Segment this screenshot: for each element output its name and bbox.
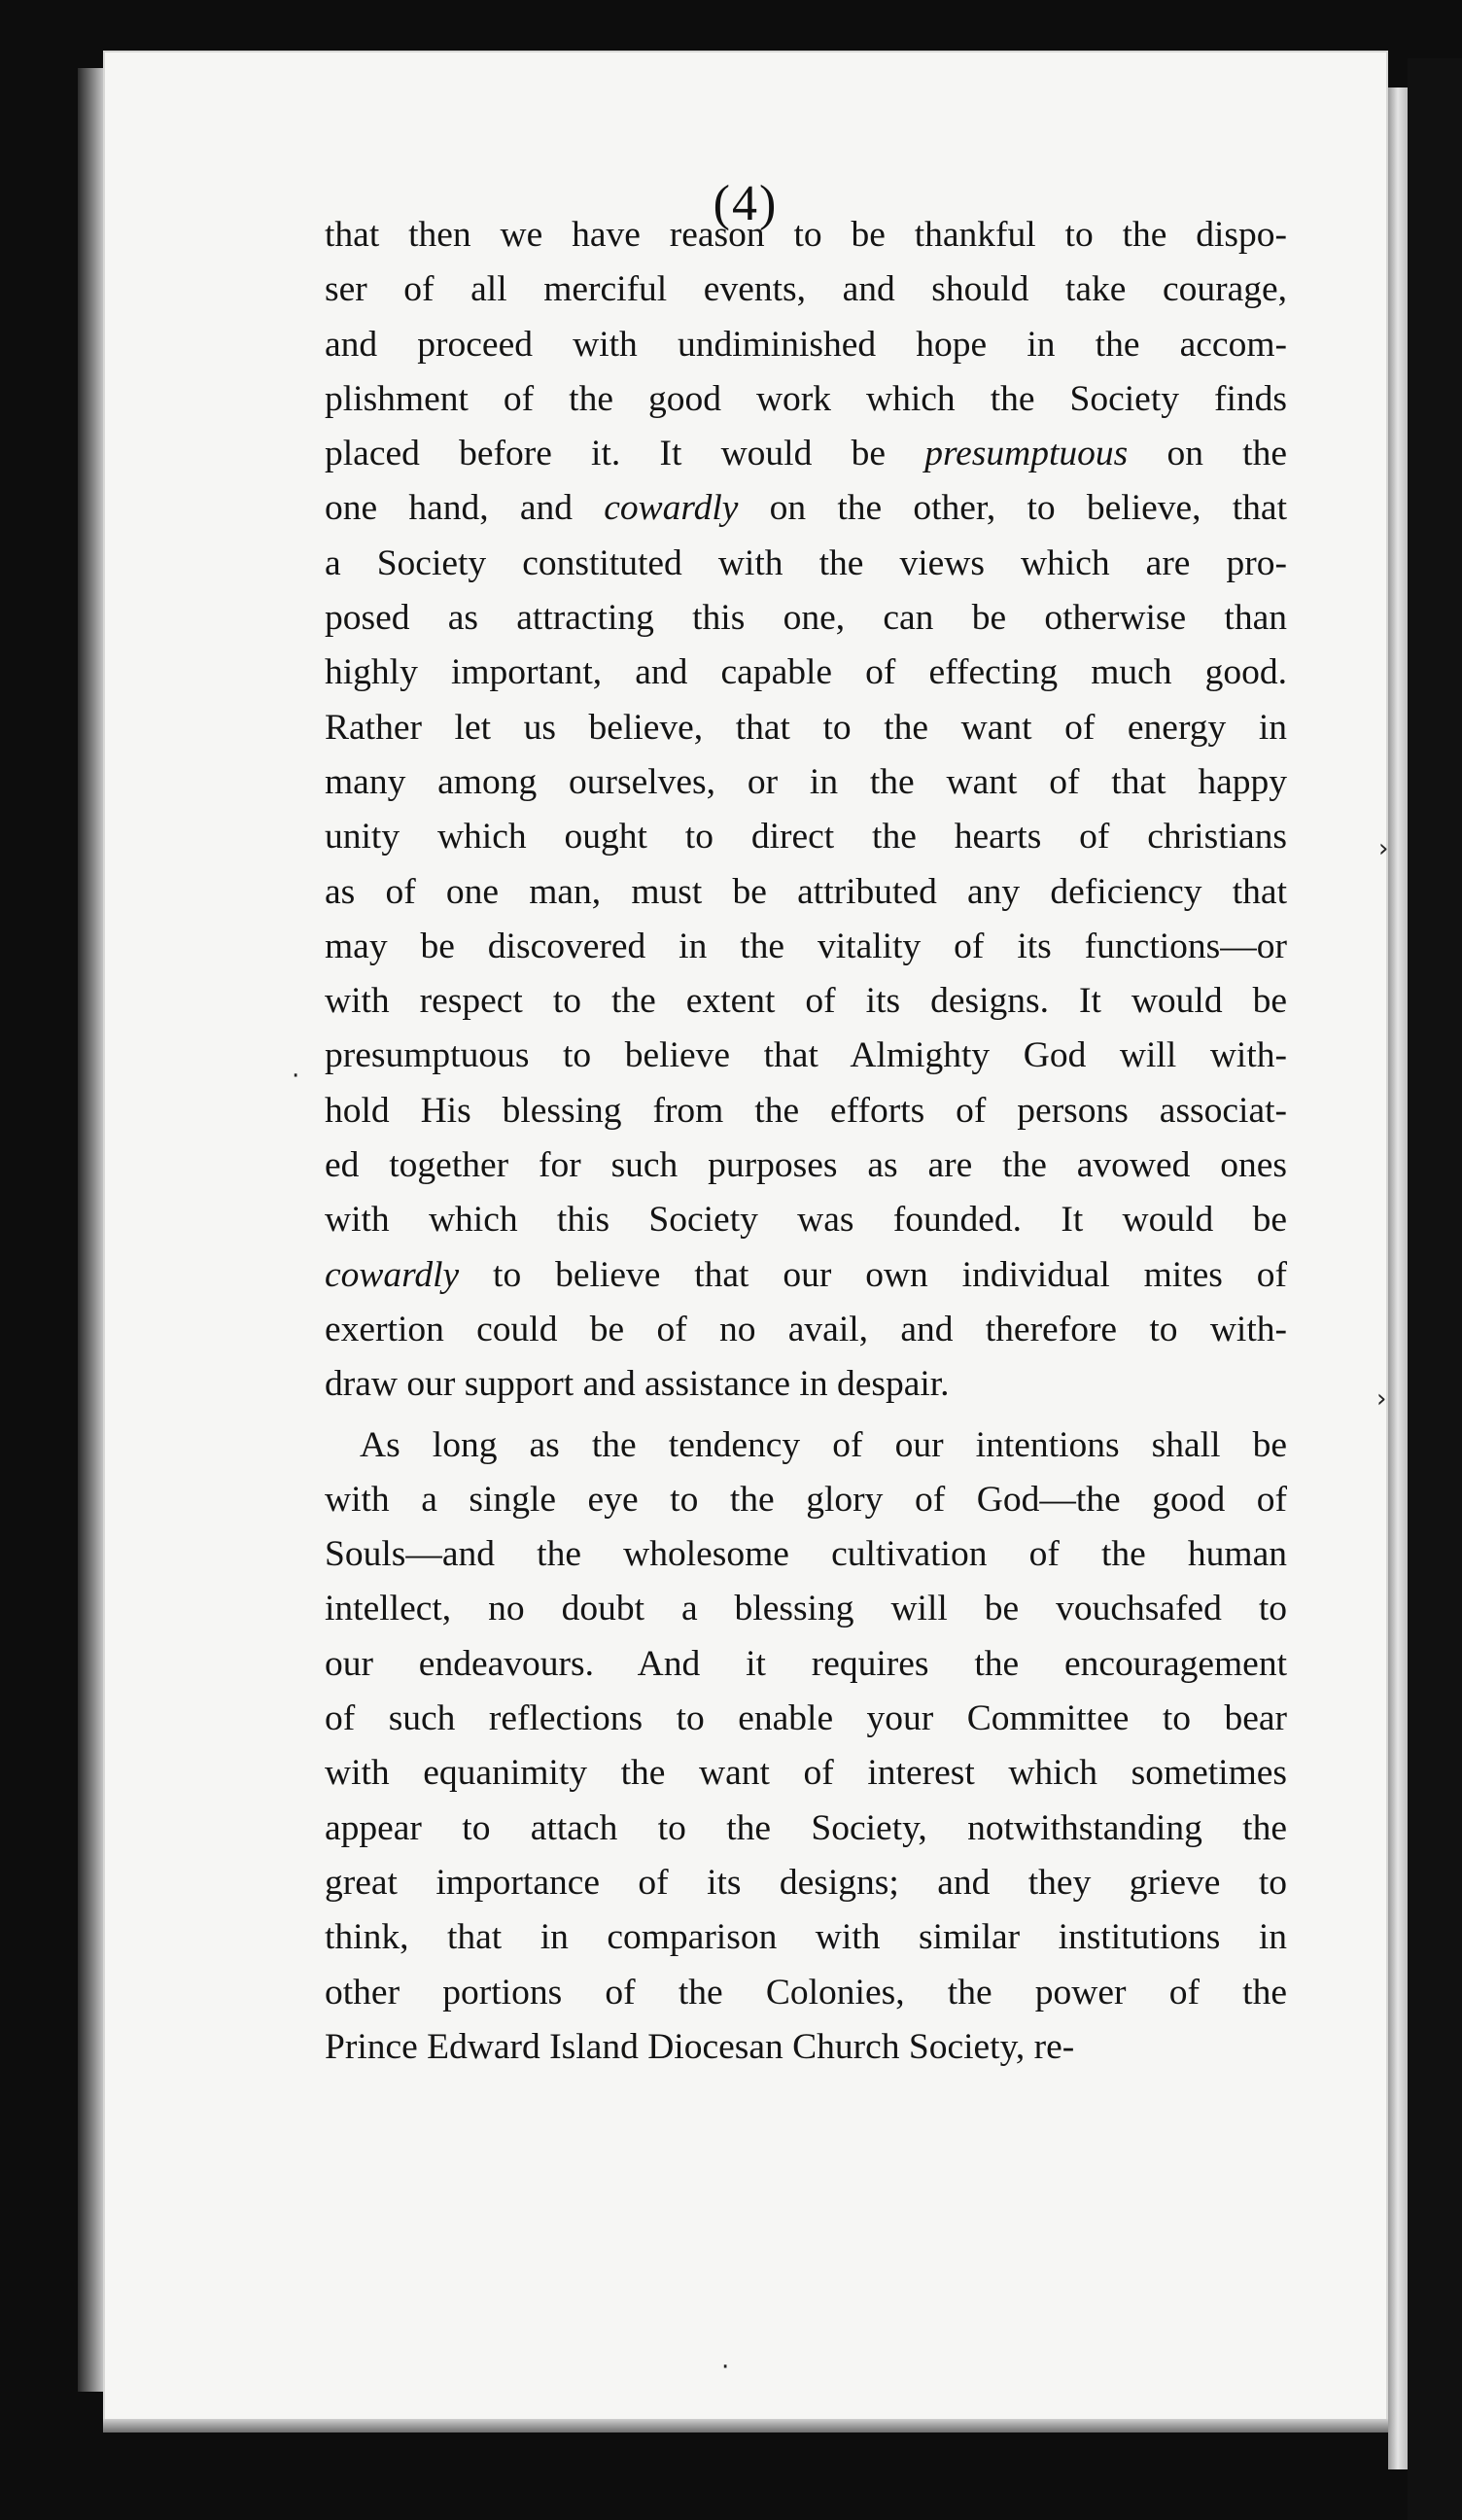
- text-segment: on the other, to believe, that: [738, 488, 1287, 529]
- text-line: [325, 591, 1287, 646]
- text-segment: with equanimity the want of interest which sometimes: [325, 1753, 1287, 1794]
- italic-word: cowardly: [325, 1254, 460, 1295]
- text-segment: appear to attach to the Society, notwithstanding the: [325, 1807, 1287, 1848]
- text-line: [325, 646, 1287, 700]
- text-line: [325, 208, 1287, 262]
- italic-word: presumptuous: [924, 434, 1129, 474]
- page-number: (4): [713, 176, 779, 231]
- text-segment: intellect, no doubt a blessing will be vouchsafed to: [325, 1589, 1287, 1629]
- text-line: [325, 1418, 1287, 1473]
- text-segment: Rather let us believe, that to the want of energy in: [325, 707, 1287, 748]
- text-segment: a Society constituted with the views which are pro-: [325, 542, 1287, 583]
- text-line: [325, 2020, 1287, 2075]
- text-segment: placed before it. It would be: [325, 434, 925, 474]
- margin-dot: ·: [292, 1062, 300, 1091]
- text-line: [325, 1138, 1287, 1193]
- text-segment: our endeavours. And it requires the encouragement: [325, 1643, 1287, 1684]
- body-text: [325, 208, 1287, 2075]
- text-segment: and proceed with undiminished hope in the accom-: [325, 324, 1287, 365]
- text-segment: of such reflections to enable your Committee to bear: [325, 1698, 1287, 1739]
- text-segment: other portions of the Colonies, the power of the: [325, 1972, 1287, 2012]
- text-line: [325, 1248, 1287, 1303]
- text-line: [325, 427, 1287, 481]
- text-line: [325, 1193, 1287, 1247]
- page-right-edge: [1388, 88, 1408, 2469]
- page-bottom-edge: [103, 2419, 1388, 2432]
- text-segment: posed as attracting this one, can be otherwise than: [325, 598, 1287, 639]
- margin-tick: ›: [1376, 1384, 1387, 1414]
- text-line: [325, 1582, 1287, 1636]
- text-segment: with a single eye to the glory of God—the good of: [325, 1479, 1287, 1520]
- text-line: [325, 865, 1287, 920]
- book-spine-shadow: [1408, 58, 1462, 2520]
- text-line: [325, 1802, 1287, 1856]
- text-segment: with which this Society was founded. It would be: [325, 1200, 1287, 1241]
- text-line: [325, 1357, 1287, 1412]
- text-line: [325, 1692, 1287, 1746]
- text-segment: think, that in comparison with similar institutions in: [325, 1917, 1287, 1958]
- text-segment: to believe that our own individual mites of: [459, 1254, 1287, 1295]
- text-segment: as of one man, must be attributed any deficiency that: [325, 871, 1287, 912]
- text-line: [325, 974, 1287, 1029]
- text-segment: presumptuous to believe that Almighty God will with-: [325, 1035, 1287, 1076]
- text-segment: As long as the tendency of our intentions shall be: [360, 1424, 1287, 1465]
- text-line: [325, 1966, 1287, 2020]
- paragraph-2: [325, 1418, 1287, 2076]
- text-segment: great importance of its designs; and they grieve to: [325, 1862, 1287, 1903]
- text-segment: ed together for such purposes as are the avowed ones: [325, 1145, 1287, 1186]
- scan-speck: ·: [721, 2353, 730, 2382]
- text-segment: exertion could be of no avail, and therefore to with-: [325, 1309, 1287, 1349]
- text-line: [325, 810, 1287, 864]
- text-line: [325, 372, 1287, 427]
- text-line: [325, 262, 1287, 317]
- paragraph-1: [325, 208, 1287, 1413]
- text-line: [325, 1856, 1287, 1910]
- text-line: [325, 1473, 1287, 1527]
- text-segment: one hand, and: [325, 488, 605, 529]
- text-line: [325, 1637, 1287, 1692]
- text-segment: hold His blessing from the efforts of persons associat-: [325, 1090, 1287, 1131]
- text-segment: draw our support and assistance in despair.: [325, 1364, 950, 1405]
- text-line: [325, 701, 1287, 755]
- text-segment: on the: [1128, 434, 1287, 474]
- text-line: [325, 1910, 1287, 1965]
- text-segment: plishment of the good work which the Society finds: [325, 378, 1287, 419]
- text-segment: ser of all merciful events, and should take courage,: [325, 269, 1287, 310]
- text-line: [325, 537, 1287, 591]
- text-segment: many among ourselves, or in the want of that happy: [325, 761, 1287, 802]
- text-line: [325, 318, 1287, 372]
- text-line: [325, 1084, 1287, 1138]
- text-line: [325, 481, 1287, 536]
- text-segment: highly important, and capable of effecting much good.: [325, 652, 1287, 693]
- text-line: [325, 1303, 1287, 1357]
- text-line: [325, 755, 1287, 810]
- text-line: [325, 1029, 1287, 1083]
- text-line: [325, 920, 1287, 974]
- text-segment: unity which ought to direct the hearts of christians: [325, 817, 1287, 858]
- text-line: [325, 1527, 1287, 1582]
- text-segment: may be discovered in the vitality of its functions—or: [325, 926, 1287, 966]
- page-left-edge: [78, 68, 105, 2392]
- italic-word: cowardly: [604, 488, 739, 529]
- text-segment: Prince Edward Island Diocesan Church Society, re-: [325, 2026, 1075, 2067]
- text-segment: that then we have reason to be thankful to the dispo-: [325, 215, 1287, 255]
- text-segment: with respect to the extent of its designs. It would be: [325, 981, 1287, 1022]
- text-segment: Souls—and the wholesome cultivation of the human: [325, 1534, 1287, 1575]
- text-line: [325, 1746, 1287, 1801]
- margin-tick: ›: [1378, 834, 1389, 863]
